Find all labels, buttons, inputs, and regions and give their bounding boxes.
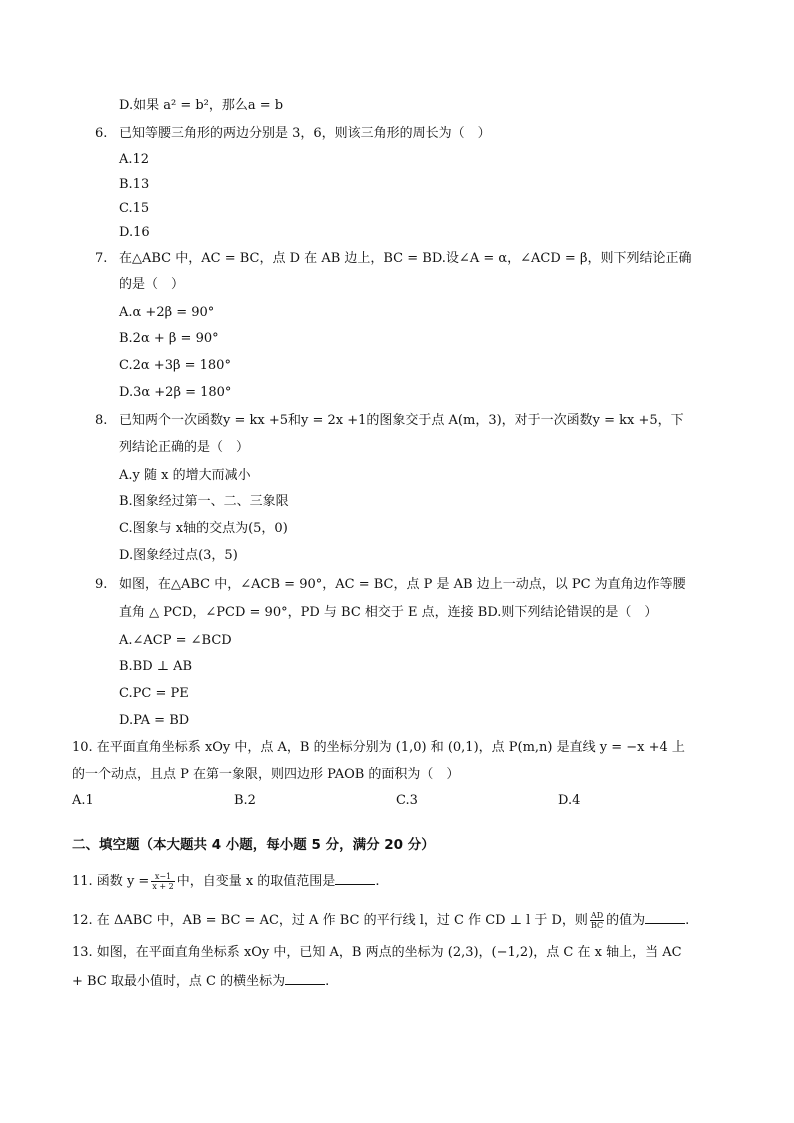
q10-option-c: C.3: [396, 793, 418, 808]
q8-option-b: B.图象经过第一、二、三象限: [119, 494, 289, 509]
answer-blank[interactable]: [285, 972, 325, 985]
question-12: 12. 在 ΔABC 中，AB = BC = AC，过 A 作 BC 的平行线 l，过 C 作 CD ⊥ l 于 D，则 $\frac{AD}{BC}$ 的值为 .: [72, 911, 690, 930]
question-11: 11. 函数 y = $\frac{x-1}{x + 2}$ 中，自变量 x 的取值范围是 .: [72, 872, 380, 891]
q7-option-d: D.3α +2β = 180°: [119, 385, 232, 400]
q7-option-a: A.α +2β = 90°: [119, 305, 215, 320]
question-9-line-1: 如图，在△ABC 中，∠ACB = 90°，AC = BC，点 P 是 AB 边上一动点，以 PC 为直角边作等腰: [119, 577, 686, 592]
q10-option-d: D.4: [558, 793, 581, 808]
question-6-number: 6.: [95, 126, 108, 141]
question-13-line-2-text: + BC 取最小值时，点 C 的横坐标为: [72, 974, 286, 989]
question-8-line-2: 列结论正确的是（ ）: [119, 440, 250, 455]
question-12-suffix: 的值为: [606, 913, 646, 928]
q10-option-b: B.2: [234, 793, 256, 808]
question-7-line-2: 的是（ ）: [119, 277, 185, 292]
q7-option-b: B.2α + β = 90°: [119, 331, 219, 346]
question-10-line-2: 的一个动点，且点 P 在第一象限，则四边形 PAOB 的面积为（ ）: [72, 767, 460, 782]
q7-option-c: C.2α +3β = 180°: [119, 358, 231, 373]
q5-option-d: D.如果 a² = b²，那么a = b: [119, 98, 284, 113]
question-11-fraction-numerator: x−1: [151, 872, 174, 882]
q6-option-b: B.13: [119, 177, 150, 192]
question-9-number: 9.: [95, 577, 108, 592]
question-9-line-2: 直角 △ PCD，∠PCD = 90°，PD 与 BC 相交于 E 点，连接 BD.则下列结论错误的是（ ）: [119, 605, 658, 620]
question-11-fraction: [151, 872, 174, 891]
q8-option-a: A.y 随 x 的增大而减小: [119, 468, 251, 483]
q8-option-d: D.图象经过点(3，5): [119, 548, 238, 563]
question-11-prefix: 11. 函数 y =: [72, 874, 150, 889]
question-12-fraction-denominator: BC: [590, 921, 604, 930]
q9-option-d: D.PA = BD: [119, 713, 190, 728]
question-13-line-2: + BC 取最小值时，点 C 的横坐标为 .: [72, 974, 330, 989]
q6-option-d: D.16: [119, 225, 150, 240]
question-11-suffix: 中，自变量 x 的取值范围是: [176, 874, 336, 889]
question-11-fraction-denominator: x + 2: [152, 882, 174, 891]
q6-option-c: C.15: [119, 201, 150, 216]
q9-option-a: A.∠ACP = ∠BCD: [119, 633, 232, 648]
question-12-prefix: 12. 在 ΔABC 中，AB = BC = AC，过 A 作 BC 的平行线 l，过 C 作 CD ⊥ l 于 D，则: [72, 913, 588, 928]
question-12-fraction-numerator: AD: [590, 911, 604, 920]
question-10-line-1: 10. 在平面直角坐标系 xOy 中，点 A，B 的坐标分别为 (1,0) 和 (0,1)，点 P(m,n) 是直线 y = −x +4 上: [72, 740, 685, 755]
question-8-number: 8.: [95, 413, 108, 428]
answer-blank[interactable]: [335, 872, 375, 885]
question-8-line-1: 已知两个一次函数y = kx +5和y = 2x +1的图象交于点 A(m，3)，对于一次函数y = kx +5，下: [119, 413, 684, 428]
q10-option-a: A.1: [72, 793, 94, 808]
question-7-number: 7.: [95, 251, 108, 266]
section-2-heading: 二、填空题（本大题共 4 小题，每小题 5 分，满分 20 分）: [72, 837, 435, 853]
question-7-line-1: 在△ABC 中，AC = BC，点 D 在 AB 边上，BC = BD.设∠A = α，∠ACD = β，则下列结论正确: [119, 251, 692, 266]
question-6-text: 已知等腰三角形的两边分别是 3，6，则该三角形的周长为（ ）: [119, 126, 491, 141]
q6-option-a: A.12: [119, 152, 150, 167]
answer-blank[interactable]: [645, 911, 685, 924]
q9-option-c: C.PC = PE: [119, 686, 189, 701]
q9-option-b: B.BD ⊥ AB: [119, 659, 193, 674]
question-12-fraction: [590, 911, 604, 930]
q8-option-c: C.图象与 x轴的交点为(5，0): [119, 521, 288, 536]
question-13-line-1: 13. 如图，在平面直角坐标系 xOy 中，已知 A，B 两点的坐标为 (2,3)，(−1,2)，点 C 在 x 轴上，当 AC: [72, 945, 682, 960]
